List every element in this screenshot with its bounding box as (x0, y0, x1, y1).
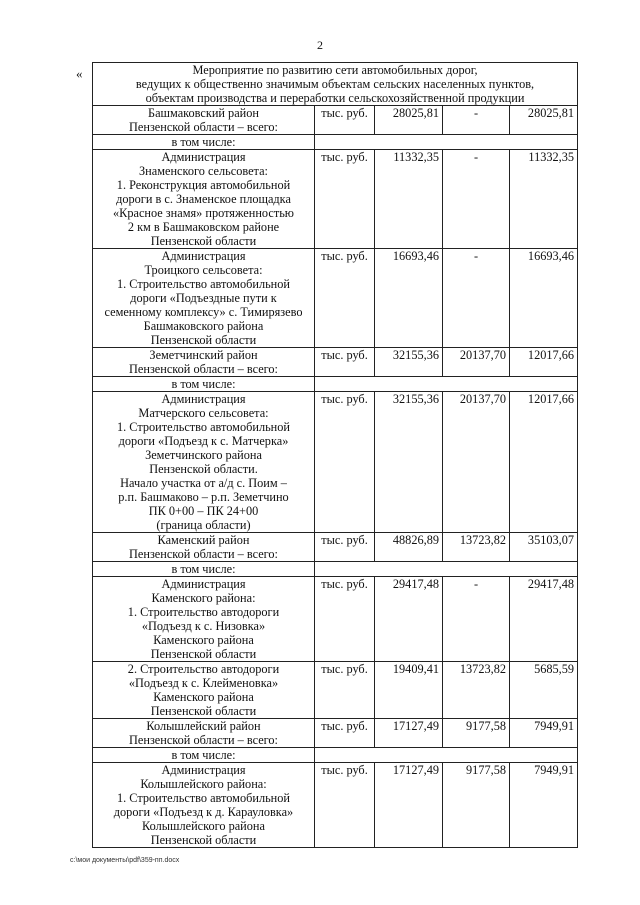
federal-amount-cell: 20137,70 (443, 392, 510, 533)
total-amount-cell: 11332,35 (375, 150, 443, 249)
unit-cell: тыс. руб. (315, 392, 375, 533)
item-name-line: Матчерского сельсовета: (138, 406, 269, 420)
item-name-line: 1. Строительство автодороги (127, 605, 280, 619)
table-row (93, 348, 578, 377)
federal-amount-cell: - (443, 577, 510, 662)
page-number: 2 (317, 38, 323, 52)
item-name-line: Знаменского сельсовета: (139, 164, 268, 178)
regional-amount-cell: 7949,91 (510, 763, 578, 848)
unit-cell: тыс. руб. (315, 249, 375, 348)
in-that-number-label: в том числе: (93, 748, 315, 763)
item-name-cell (93, 763, 315, 848)
table-row (93, 719, 578, 748)
table-row (93, 392, 578, 533)
item-name-line: Пензенской области – всего: (129, 547, 278, 561)
federal-amount-cell: - (443, 249, 510, 348)
federal-amount-cell: 9177,58 (443, 763, 510, 848)
item-name-line: Администрация (161, 763, 246, 777)
total-amount-cell: 19409,41 (375, 662, 443, 719)
unit-cell: тыс. руб. (315, 348, 375, 377)
item-name-line: семенному комплексу» с. Тимирязево (104, 305, 303, 319)
item-name-line: дороги «Подъездные пути к (130, 291, 277, 305)
item-name-line: 1. Реконструкция автомобильной (116, 178, 291, 192)
regional-amount-cell: 16693,46 (510, 249, 578, 348)
total-amount-cell: 17127,49 (375, 719, 443, 748)
subtotal-label-row (93, 377, 578, 392)
header-line: объектам производства и переработки сельскохозяйственной продукции (145, 91, 525, 105)
empty-cell (315, 377, 578, 392)
empty-cell (315, 748, 578, 763)
regional-amount-cell: 12017,66 (510, 392, 578, 533)
item-name-line: Администрация (161, 150, 246, 164)
in-that-number-label: в том числе: (93, 135, 315, 150)
item-name-line: Башмаковский район (148, 106, 259, 120)
total-amount-cell: 29417,48 (375, 577, 443, 662)
item-name-cell (93, 662, 315, 719)
regional-amount-cell: 12017,66 (510, 348, 578, 377)
item-name-line: Троицкого сельсовета: (144, 263, 263, 277)
subtotal-label-row (93, 748, 578, 763)
item-name-line: 1. Строительство автомобильной (117, 791, 290, 805)
empty-cell (315, 562, 578, 577)
regional-amount-cell: 29417,48 (510, 577, 578, 662)
item-name-line: дороги «Подъезд к д. Карауловка» (113, 805, 294, 819)
item-name-cell (93, 348, 315, 377)
item-name-line: Администрация (161, 577, 246, 591)
item-name-cell (93, 392, 315, 533)
item-name-cell (93, 577, 315, 662)
regional-amount-cell: 5685,59 (510, 662, 578, 719)
total-amount-cell: 32155,36 (375, 392, 443, 533)
item-name-line: 2 км в Башмаковском районе (127, 220, 280, 234)
total-amount-cell: 16693,46 (375, 249, 443, 348)
item-name-line: ПК 0+00 – ПК 24+00 (148, 504, 259, 518)
item-name-line: Пензенской области (150, 647, 257, 661)
item-name-line: Башмаковского района (143, 319, 264, 333)
item-name-line: «Подъезд к с. Клейменовка» (128, 676, 279, 690)
item-name-cell (93, 150, 315, 249)
item-name-line: Пензенской области – всего: (129, 362, 278, 376)
item-name-line: р.п. Башмаково – р.п. Земетчино (118, 490, 289, 504)
table-body (93, 63, 578, 848)
unit-cell: тыс. руб. (315, 719, 375, 748)
item-name-line: Каменский район (157, 533, 250, 547)
item-name-line: Каменского района (153, 690, 254, 704)
total-amount-cell: 28025,81 (375, 106, 443, 135)
subtotal-label-row (93, 562, 578, 577)
item-name-cell (93, 533, 315, 562)
unit-cell: тыс. руб. (315, 763, 375, 848)
unit-cell: тыс. руб. (315, 106, 375, 135)
federal-amount-cell: - (443, 150, 510, 249)
item-name-line: Земетчинского района (145, 448, 262, 462)
item-name-line: Каменского района (153, 633, 254, 647)
item-name-line: (граница области) (156, 518, 251, 532)
item-name-line: «Подъезд к с. Низовка» (141, 619, 266, 633)
item-name-cell (93, 106, 315, 135)
item-name-line: Пензенской области – всего: (129, 120, 278, 134)
header-line: ведущих к общественно значимым объектам сельских населенных пунктов, (135, 77, 535, 91)
federal-amount-cell: 13723,82 (443, 662, 510, 719)
regional-amount-cell: 35103,07 (510, 533, 578, 562)
item-name-line: Пензенской области. (149, 462, 258, 476)
federal-amount-cell: 20137,70 (443, 348, 510, 377)
regional-amount-cell: 28025,81 (510, 106, 578, 135)
table-row (93, 662, 578, 719)
item-name-line: Пензенской области – всего: (129, 733, 278, 747)
table-row (93, 577, 578, 662)
item-name-line: Земетчинский район (149, 348, 258, 362)
item-name-line: 2. Строительство автодороги (127, 662, 280, 676)
subtotal-label-row (93, 135, 578, 150)
item-name-line: Пензенской области (150, 704, 257, 718)
funding-table (92, 62, 578, 848)
unit-cell: тыс. руб. (315, 150, 375, 249)
item-name-line: Начало участка от а/д с. Поим – (120, 476, 287, 490)
opening-quote-mark: « (76, 66, 83, 81)
unit-cell: тыс. руб. (315, 662, 375, 719)
item-name-line: Колышлейского района (142, 819, 265, 833)
regional-amount-cell: 11332,35 (510, 150, 578, 249)
federal-amount-cell: 9177,58 (443, 719, 510, 748)
table-row (93, 150, 578, 249)
table-row (93, 763, 578, 848)
total-amount-cell: 48826,89 (375, 533, 443, 562)
item-name-line: «Красное знамя» протяженностью (112, 206, 294, 220)
federal-amount-cell: 13723,82 (443, 533, 510, 562)
in-that-number-label: в том числе: (93, 562, 315, 577)
item-name-line: Пензенской области (150, 333, 257, 347)
item-name-line: дороги в с. Знаменское площадка (116, 192, 291, 206)
table-header-cell (93, 63, 578, 106)
unit-cell: тыс. руб. (315, 533, 375, 562)
item-name-line: 1. Строительство автомобильной (117, 420, 290, 434)
header-line: Мероприятие по развитию сети автомобильных дорог, (192, 63, 478, 77)
total-amount-cell: 17127,49 (375, 763, 443, 848)
item-name-line: 1. Строительство автомобильной (117, 277, 290, 291)
file-path-footer: c:\мои документы\pdf\359-пп.docx (70, 857, 180, 864)
table-header-row (93, 63, 578, 106)
table-row (93, 533, 578, 562)
item-name-line: Каменского района: (151, 591, 256, 605)
empty-cell (315, 135, 578, 150)
item-name-line: Колышлейского района: (140, 777, 267, 791)
in-that-number-label: в том числе: (93, 377, 315, 392)
item-name-line: Пензенской области (150, 234, 257, 248)
federal-amount-cell: - (443, 106, 510, 135)
table-row (93, 249, 578, 348)
item-name-line: Пензенской области (150, 833, 257, 847)
item-name-line: Администрация (161, 392, 246, 406)
item-name-cell (93, 249, 315, 348)
item-name-cell (93, 719, 315, 748)
total-amount-cell: 32155,36 (375, 348, 443, 377)
unit-cell: тыс. руб. (315, 577, 375, 662)
regional-amount-cell: 7949,91 (510, 719, 578, 748)
table-row (93, 106, 578, 135)
item-name-line: Администрация (161, 249, 246, 263)
item-name-line: Колышлейский район (146, 719, 261, 733)
item-name-line: дороги «Подъезд к с. Матчерка» (118, 434, 289, 448)
